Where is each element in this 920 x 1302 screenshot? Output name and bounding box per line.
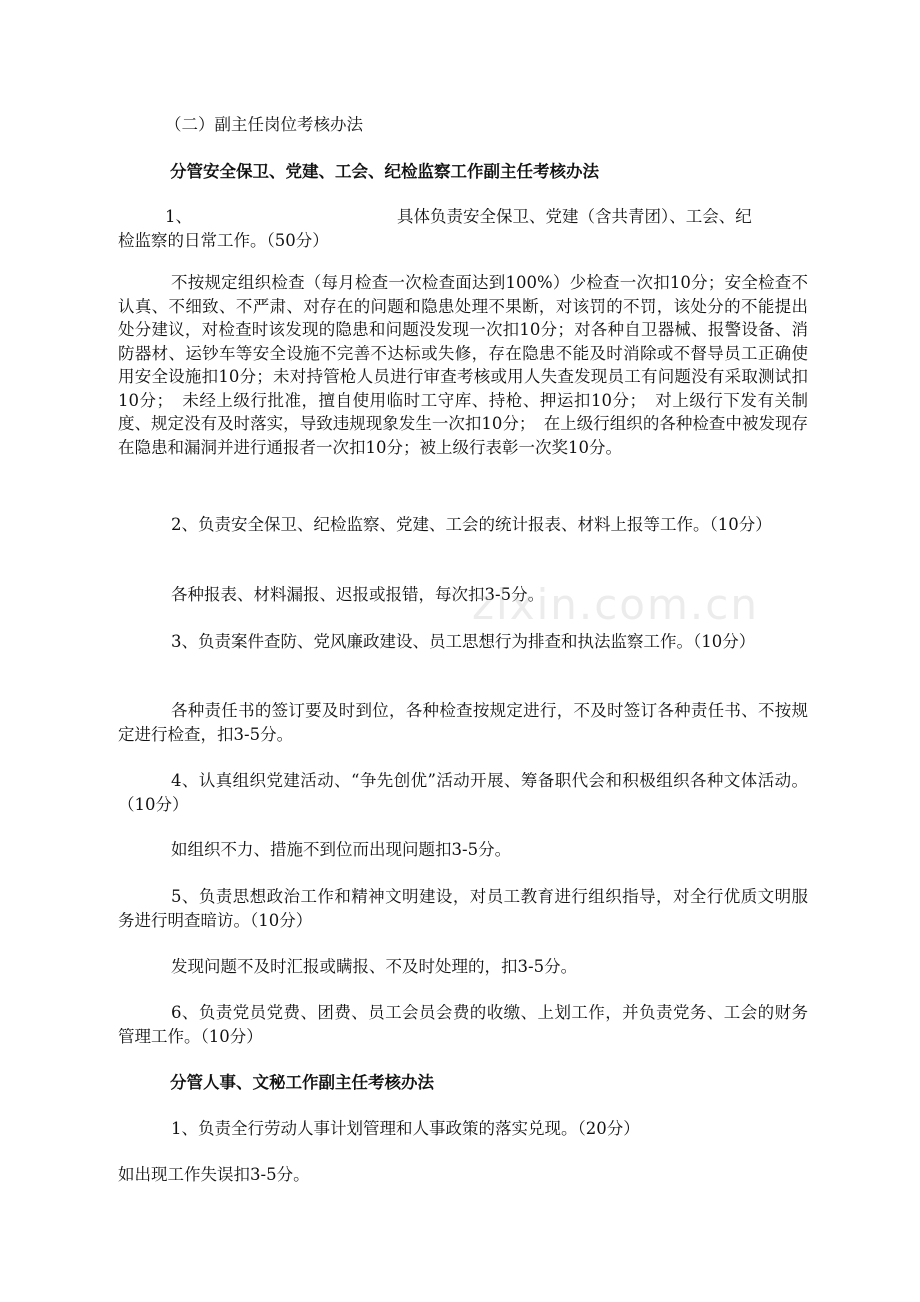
watermark-logo: zixin.com.cn bbox=[472, 580, 759, 629]
part1-item3-rule: 各种责任书的签订要及时到位，各种检查按规定进行，不及时签订各种责任书、不按规定进行检查，扣3-5分。 bbox=[118, 701, 808, 744]
part1-item1-number: 1、 bbox=[165, 207, 192, 226]
part1-item2: 2、负责安全保卫、纪检监察、党建、工会的统计报表、材料上报等工作。（10分） bbox=[171, 515, 772, 534]
part2-item1: 1、负责全行劳动人事计划管理和人事政策的落实兑现。（20分） bbox=[171, 1119, 640, 1138]
part1-item4-rule: 如组织不力、措施不到位而出现问题扣3-5分。 bbox=[171, 840, 512, 859]
part1-item2-rule: 各种报表、材料漏报、迟报或报错，每次扣3-5分。 bbox=[171, 585, 545, 604]
part1-item1-text-b: 检监察的日常工作。（50分） bbox=[118, 231, 329, 250]
part1-item5-rule: 发现问题不及时汇报或瞒报、不及时处理的，扣3-5分。 bbox=[171, 957, 578, 976]
part1-item5: 5、负责思想政治工作和精神文明建设，对员工教育进行组织指导，对全行优质文明服务进行明查暗访。（10分） bbox=[118, 887, 808, 930]
part1-item1-rule: 不按规定组织检查（每月检查一次检查面达到100%）少检查一次扣10分；安全检查不认真、不细致、不严肃、对存在的问题和隐患处理不果断，对该罚的不罚，该处分的不能提出处分建议，对检查时该发现的隐患和问题没发现一次扣10分；对各种自卫器械、报警设备、消防器材、运钞车等安全设施不完善不达标或失修，存在隐患不能及时消除或不督导员工正确使用安全设施扣10分；未对持管枪人员进行审查考核或用人失查发现员工有问题没有采取测试扣10分； 未经上级行批准，擅自使用临时工守库、持枪、押运扣10分； 对上级行下发有关制度、规定没有及时落实，导致违规现象发生一次扣10分； 在上级行组织的各种检查中被发现存在隐患和漏洞并进行通报者一次扣10分；被上级行表彰一次奖10分。 bbox=[118, 273, 808, 457]
part2-title: 分管人事、文秘工作副主任考核办法 bbox=[170, 1073, 434, 1092]
part1-item6: 6、负责党员党费、团费、员工会员会费的收缴、上划工作，并负责党务、工会的财务管理工作。（10分） bbox=[118, 1003, 808, 1046]
section-heading: （二）副主任岗位考核办法 bbox=[165, 115, 363, 134]
part1-title: 分管安全保卫、党建、工会、纪检监察工作副主任考核办法 bbox=[170, 162, 599, 181]
part2-item1-rule: 如出现工作失误扣3-5分。 bbox=[118, 1165, 310, 1184]
part1-item3: 3、负责案件查防、党风廉政建设、员工思想行为排查和执法监察工作。（10分） bbox=[171, 632, 756, 651]
part1-item4: 4、认真组织党建活动、“争先创优”活动开展、筹备职代会和积极组织各种文体活动。（10分） bbox=[118, 771, 808, 814]
part1-item1-text-a: 具体负责安全保卫、党建（含共青团）、工会、纪 bbox=[397, 207, 752, 226]
